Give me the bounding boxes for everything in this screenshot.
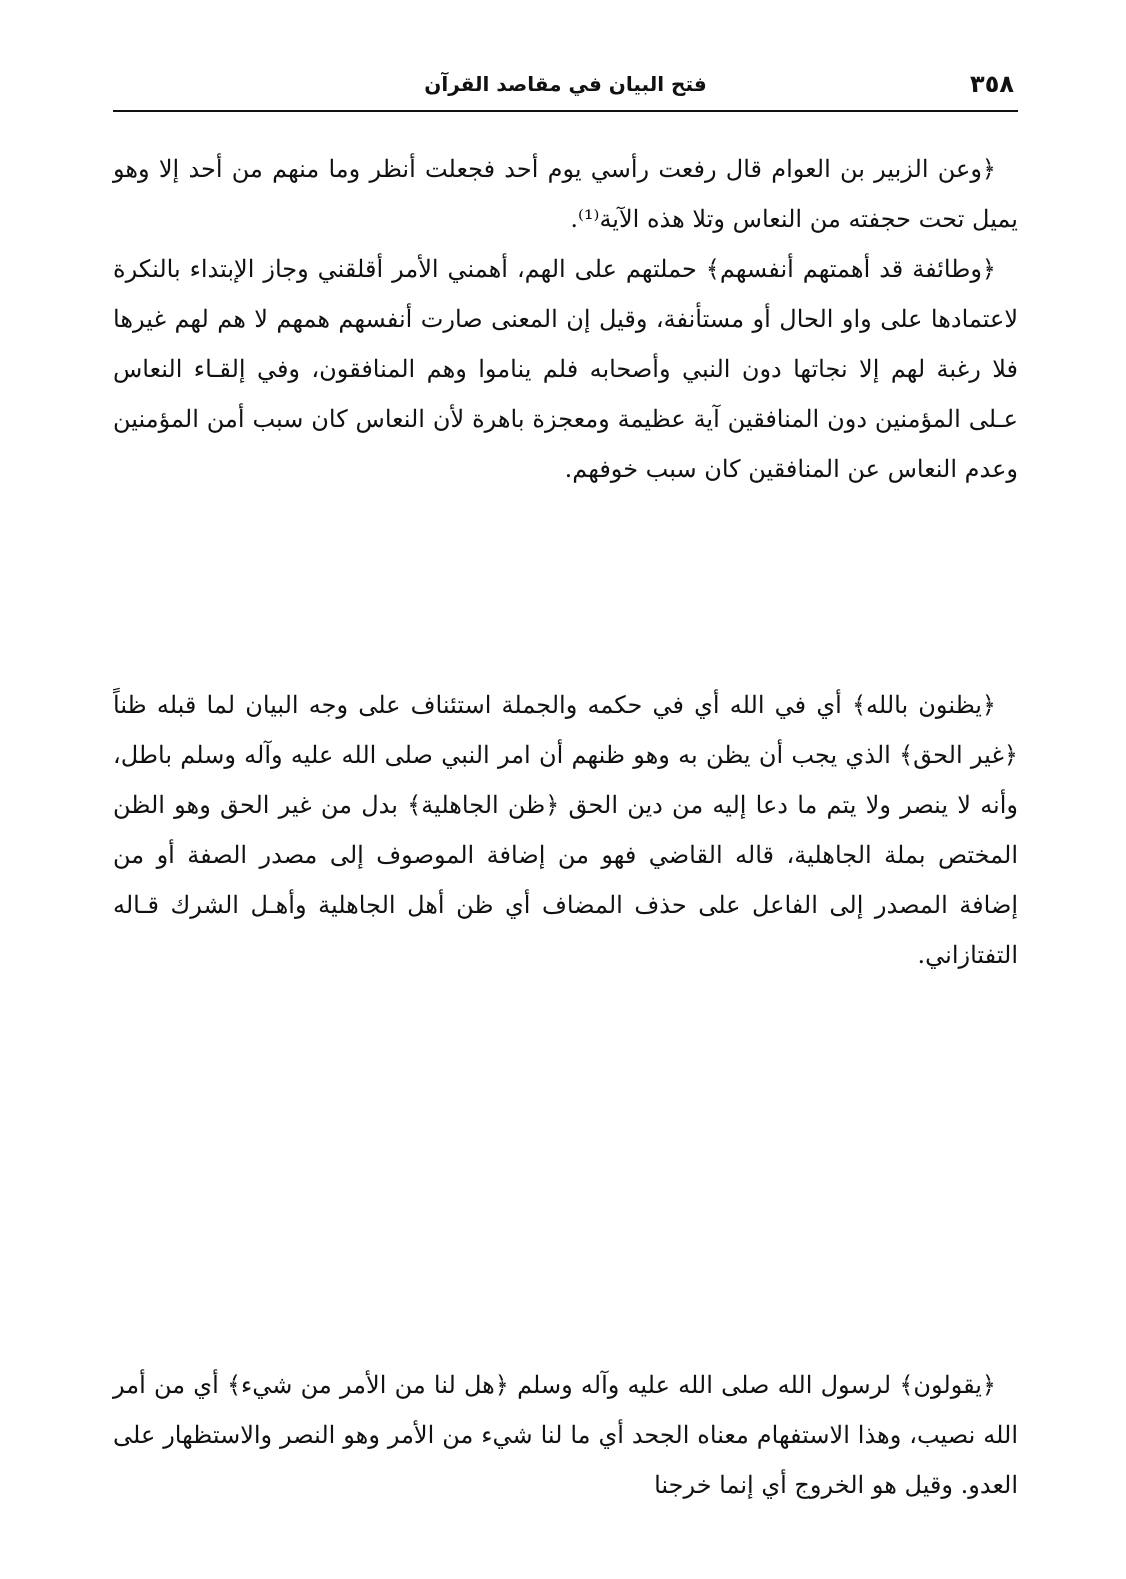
- text-block-3: [113, 1360, 1018, 1510]
- text-block-1: [113, 144, 1018, 494]
- page-number: ٣٥٨: [970, 70, 1014, 98]
- running-title: فتح البيان في مقاصد القرآن: [424, 72, 707, 96]
- paragraph: ﴿وعن الزبير بن العوام قال رفعت رأسي يوم أحد فجعلت أنظر وما منهم من أحد إلا وهو يميل تحت حجفته من النعاس وتلا هذه الآية⁽¹⁾.: [113, 155, 1018, 233]
- paragraph: ﴿يظنون بالله﴾ أي في الله أي في حكمه والجملة استئناف على وجه البيان لما قبله ظناً ﴿غير الحق﴾ الذي يجب أن يظن به وهو ظنهم أن امر النبي صلى الله عليه وآله وسلم باطل، وأنه لا ينصر ولا يتم ما دعا إليه من دين الحق ﴿ظن الجاهلية﴾ بدل من غير الحق وهو الظن المختص بملة الجاهلية، قاله القاضي فهو من إضافة الموصوف إلى مصدر الصفة أو من إضافة المصدر إلى الفاعل على حذف المضاف أي ظن أهل الجاهلية وأهـل الشرك قـاله التفتازاني.: [113, 691, 1018, 969]
- page-header: [113, 66, 1018, 112]
- text-block-2: [113, 680, 1018, 980]
- paragraph: ﴿وطائفة قد أهمتهم أنفسهم﴾ حملتهم على الهم، أهمني الأمر أقلقني وجاز الإبتداء بالنكرة لاعتمادها على واو الحال أو مستأنفة، وقيل إن المعنى صارت أنفسهم همهم لا هم لهم غيرها فلا رغبة لهم إلا نجاتها دون النبي وأصحابه فلم يناموا وهم المنافقون، وفي إلقـاء النعاس عـلى المؤمنين دون المنافقين آية عظيمة ومعجزة باهرة لأن النعاس كان سبب أمن المؤمنين وعدم النعاس عن المنافقين كان سبب خوفهم.: [113, 255, 1019, 483]
- paragraph: ﴿يقولون﴾ لرسول الله صلى الله عليه وآله وسلم ﴿هل لنا من الأمر من شيء﴾ أي من أمر الله نصيب، وهذا الاستفهام معناه الجحد أي ما لنا شيء من الأمر وهو النصر والاستظهار على العدو. وقيل هو الخروج أي إنما خرجنا: [113, 1371, 1018, 1499]
